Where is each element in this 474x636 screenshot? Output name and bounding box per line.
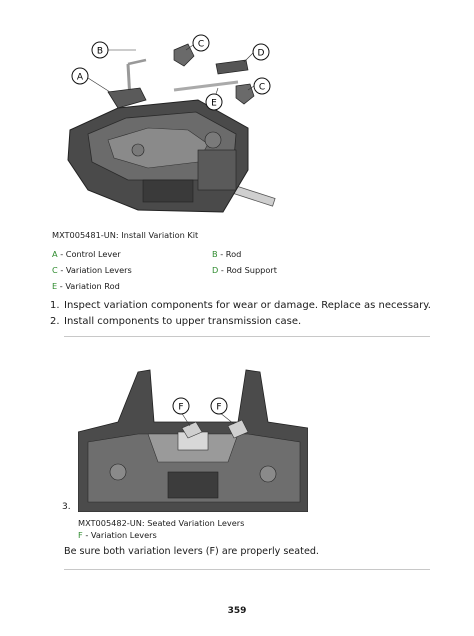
figure-install-variation-kit	[48, 30, 288, 220]
callout-f-left	[173, 398, 189, 414]
callout-b	[92, 42, 108, 58]
svg-text:B: B	[96, 46, 104, 57]
callout-f-right	[211, 398, 227, 414]
figure2-legend-item-f: F - Variation Levers	[78, 530, 157, 540]
svg-text:C: C	[197, 39, 205, 50]
figure-seated-variation-levers	[78, 362, 308, 512]
transmission-exploded-illustration	[48, 30, 288, 220]
legend-item-d: D - Rod Support	[212, 265, 277, 275]
seating-note: Be sure both variation levers (F) are properly seated.	[64, 546, 319, 557]
section-divider	[64, 336, 430, 337]
seated-levers-illustration	[78, 362, 308, 512]
svg-text:F: F	[216, 402, 222, 413]
step-1: 1. Inspect variation components for wear or damage. Replace as necessary.	[50, 300, 431, 311]
page-number: 359	[227, 606, 247, 616]
procedure-steps	[50, 298, 431, 330]
step-2: 2. Install components to upper transmission case.	[50, 316, 302, 327]
legend-item-a: A - Control Lever	[52, 249, 121, 259]
callout-d	[253, 44, 269, 60]
figure1-caption: MXT005481-UN: Install Variation Kit	[52, 230, 199, 240]
legend-item-c: C - Variation Levers	[52, 265, 132, 275]
svg-text:F: F	[178, 402, 184, 413]
figure1-legend	[52, 246, 372, 294]
callout-a	[72, 68, 88, 84]
callout-e	[206, 94, 222, 110]
step-3-number: 3.	[62, 502, 71, 512]
svg-text:A: A	[76, 72, 84, 83]
legend-item-e: E - Variation Rod	[52, 281, 120, 291]
svg-text:E: E	[211, 98, 217, 109]
figure2-caption: MXT005482-UN: Seated Variation Levers	[78, 518, 245, 528]
legend-item-b: B - Rod	[212, 249, 242, 259]
svg-text:C: C	[258, 82, 266, 93]
section-divider-bottom	[64, 569, 430, 570]
svg-text:D: D	[257, 48, 265, 59]
callout-c-top	[193, 35, 209, 51]
callout-c-right	[254, 78, 270, 94]
